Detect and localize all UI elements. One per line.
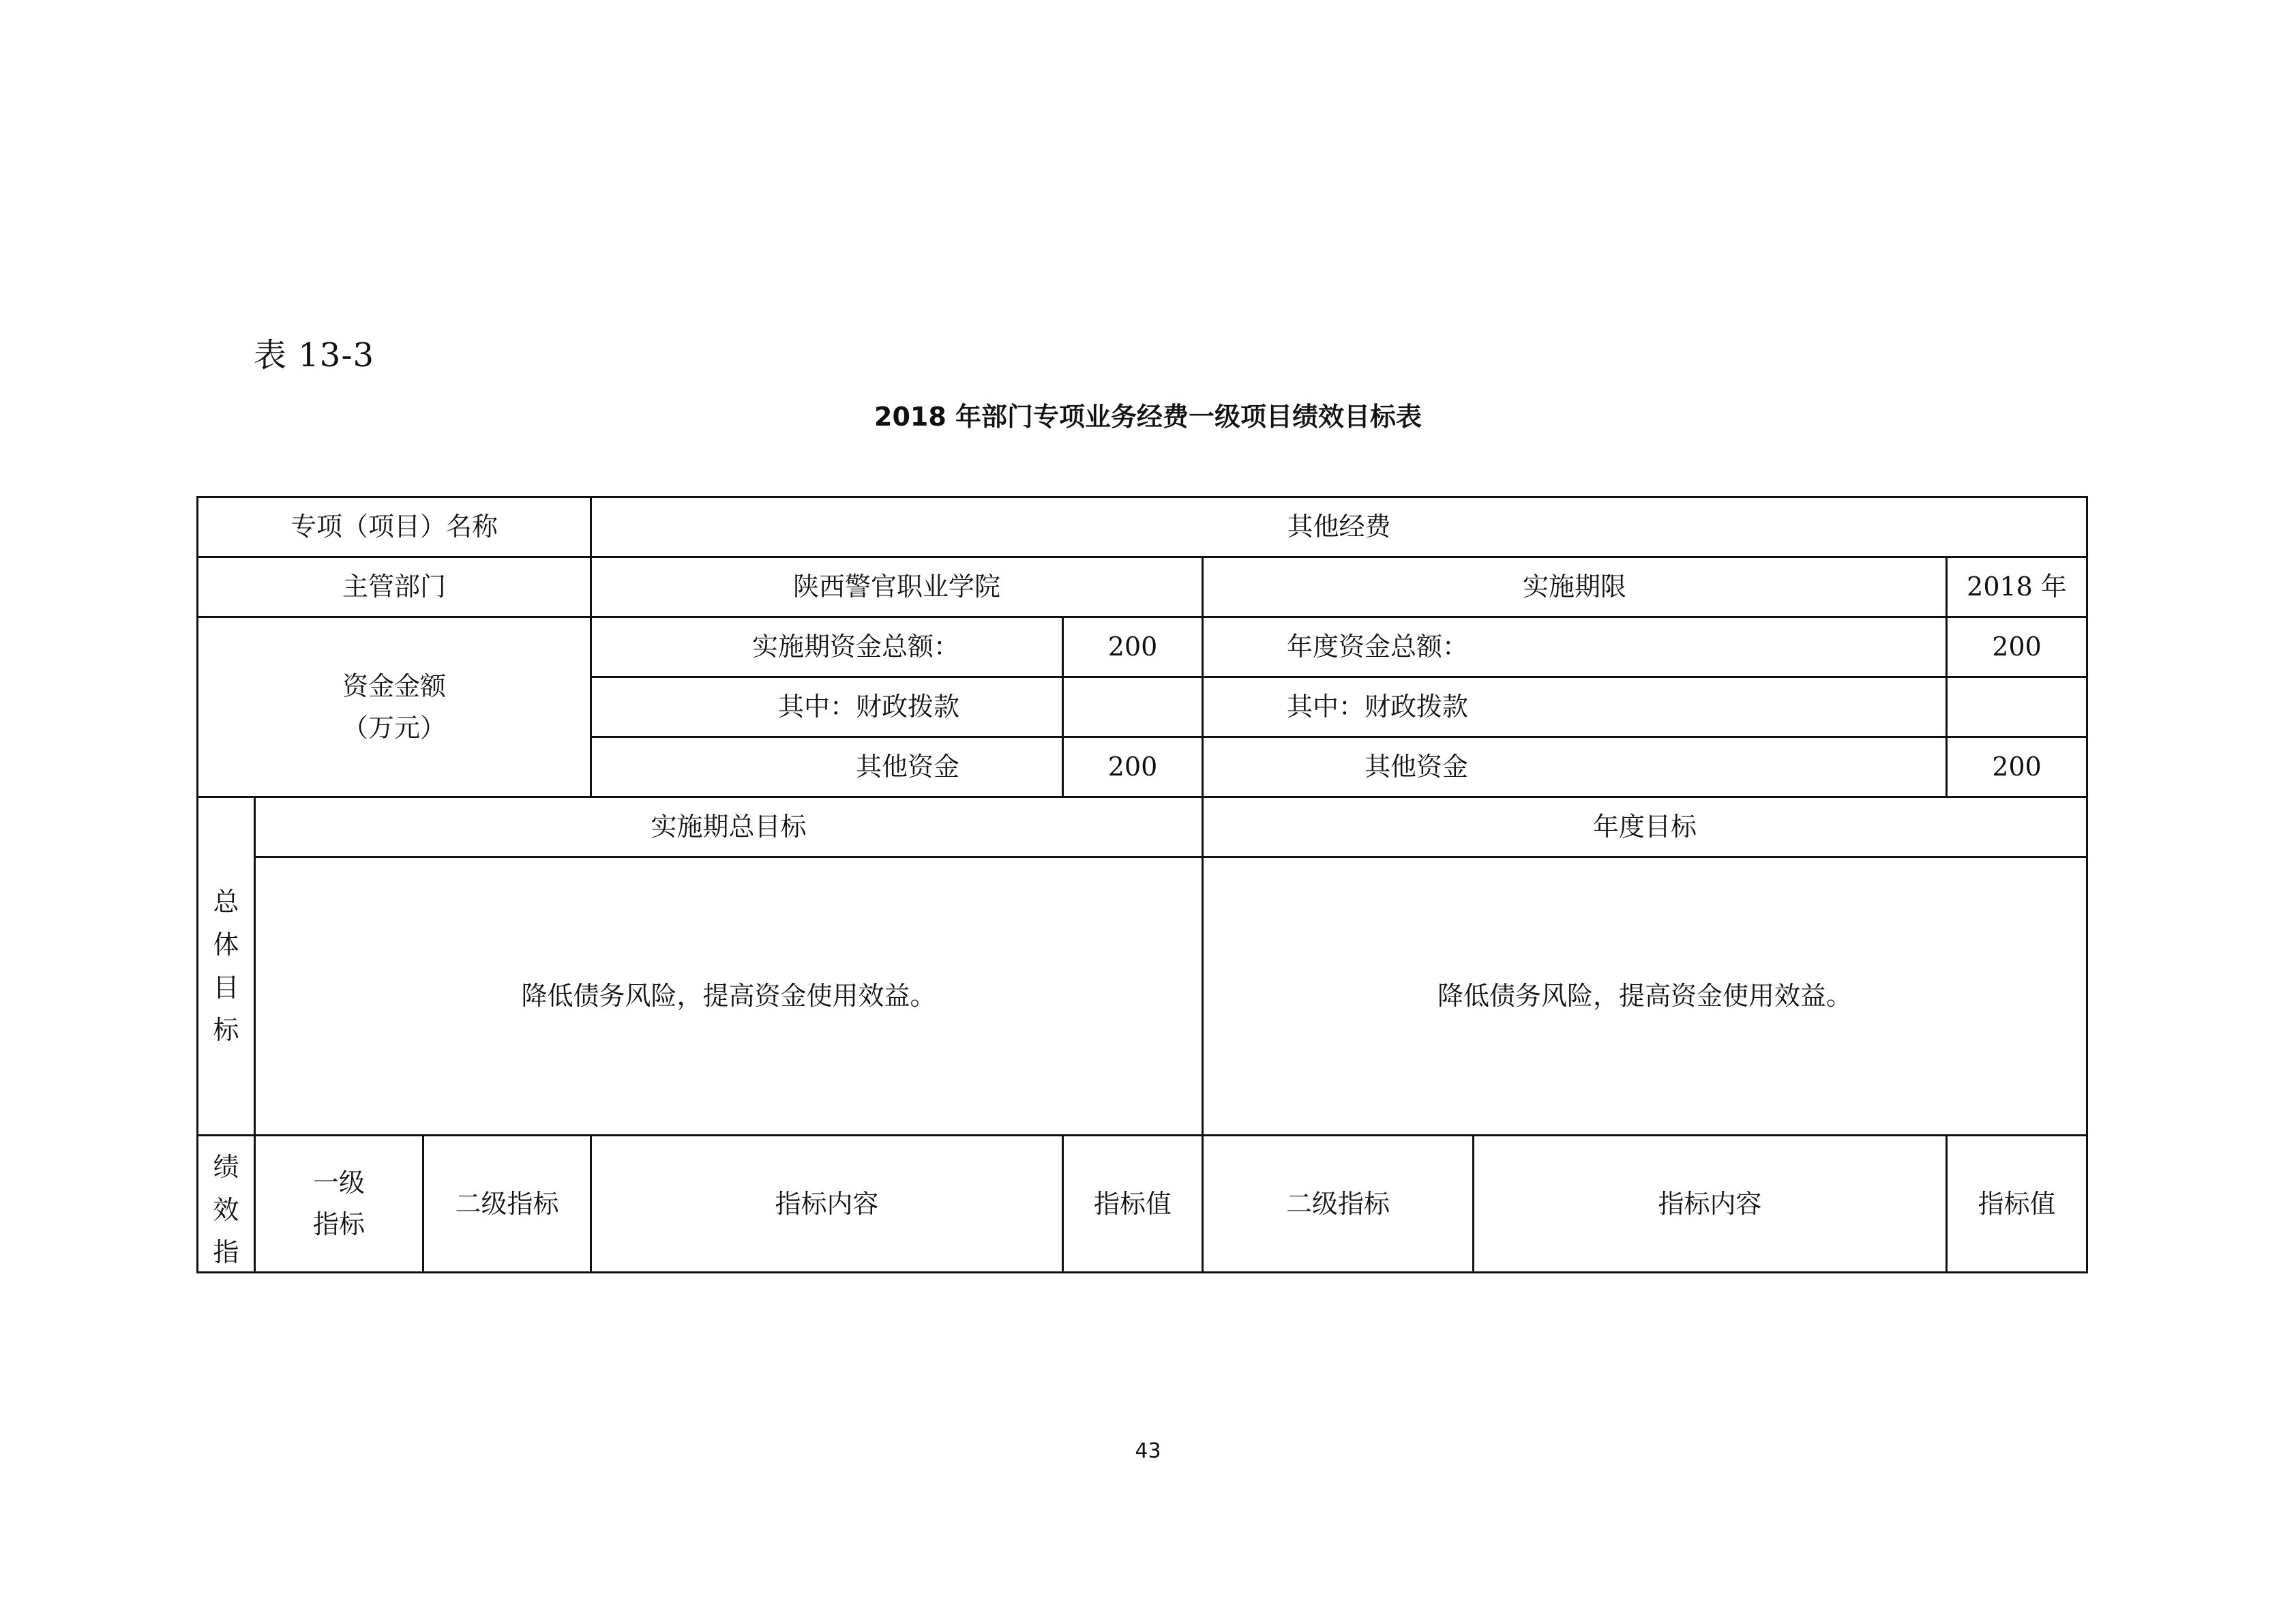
impl-total-label: 实施期资金总额： xyxy=(591,617,1063,677)
indicator-vertical-text xyxy=(198,1136,254,1271)
department-value: 陕西警官职业学院 xyxy=(591,557,1203,617)
fund-amount-label xyxy=(198,617,591,797)
impl-level2-header: 二级指标 xyxy=(423,1136,591,1273)
overall-goal-vertical-text xyxy=(198,881,254,1052)
department-label: 主管部门 xyxy=(198,557,591,617)
period-label: 实施期限 xyxy=(1203,557,1947,617)
overall-goal-char: 总 xyxy=(213,887,239,917)
annual-goal-text: 降低债务风险，提高资金使用效益。 xyxy=(1203,857,2087,1136)
table-row xyxy=(198,617,2087,677)
annual-level2-header: 二级指标 xyxy=(1203,1136,1474,1273)
impl-goal-header: 实施期总目标 xyxy=(255,797,1203,857)
fund-label-line1: 资金金额 xyxy=(342,670,447,701)
impl-total-value: 200 xyxy=(1063,617,1203,677)
table-number: 表 13-3 xyxy=(254,336,375,374)
annual-total-value: 200 xyxy=(1947,617,2087,677)
impl-value-header: 指标值 xyxy=(1063,1136,1203,1273)
overall-goal-char: 标 xyxy=(213,1015,239,1046)
level1-line2: 指标 xyxy=(312,1209,365,1239)
project-name-value: 其他经费 xyxy=(591,497,2087,557)
level1-indicator-header xyxy=(255,1136,423,1273)
table-row xyxy=(198,1136,2087,1273)
indicator-char: 绩 xyxy=(213,1152,239,1182)
overall-goal-label xyxy=(198,797,255,1136)
fund-label-line2: （万元） xyxy=(342,712,447,743)
impl-fiscal-label: 其中：财政拨款 xyxy=(591,677,1063,737)
impl-other-label: 其他资金 xyxy=(591,737,1063,797)
level1-line1: 一级 xyxy=(312,1168,365,1198)
impl-content-header: 指标内容 xyxy=(591,1136,1063,1273)
performance-goal-table xyxy=(196,496,2088,1273)
indicator-label xyxy=(198,1136,255,1273)
annual-value-header: 指标值 xyxy=(1947,1136,2087,1273)
project-name-label: 专项（项目）名称 xyxy=(198,497,591,557)
indicator-char: 指 xyxy=(213,1237,239,1268)
impl-goal-text: 降低债务风险，提高资金使用效益。 xyxy=(255,857,1203,1136)
annual-goal-header: 年度目标 xyxy=(1203,797,2087,857)
document-title: 2018 年部门专项业务经费一级项目绩效目标表 xyxy=(874,402,1422,432)
impl-fiscal-value xyxy=(1063,677,1203,737)
annual-other-value: 200 xyxy=(1947,737,2087,797)
annual-total-label: 年度资金总额： xyxy=(1203,617,1947,677)
annual-fiscal-label: 其中：财政拨款 xyxy=(1203,677,1947,737)
annual-fiscal-value xyxy=(1947,677,2087,737)
table-row xyxy=(198,497,2087,557)
page-number: 43 xyxy=(1135,1439,1161,1463)
indicator-char: 效 xyxy=(213,1194,239,1225)
overall-goal-char: 目 xyxy=(213,972,239,1003)
annual-content-header: 指标内容 xyxy=(1474,1136,1947,1273)
period-value: 2018 年 xyxy=(1947,557,2087,617)
table-row xyxy=(198,857,2087,1136)
annual-other-label: 其他资金 xyxy=(1203,737,1947,797)
overall-goal-char: 体 xyxy=(213,929,239,960)
impl-other-value: 200 xyxy=(1063,737,1203,797)
table-row xyxy=(198,557,2087,617)
table-row xyxy=(198,797,2087,857)
